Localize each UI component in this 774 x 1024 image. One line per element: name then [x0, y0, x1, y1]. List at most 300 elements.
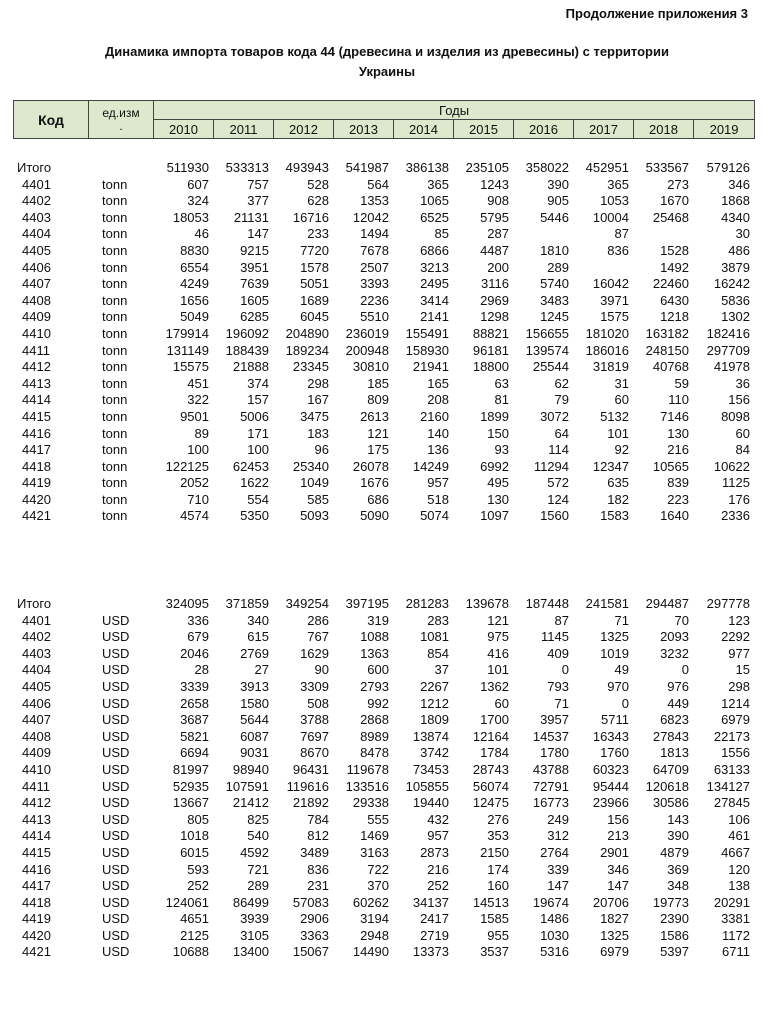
value-cell: 451: [187, 375, 209, 391]
unit-header-line2: .: [119, 118, 123, 133]
value-cell: 139574: [525, 342, 569, 358]
unit-cell: tonn: [102, 226, 128, 242]
value-cell: 3475: [300, 408, 329, 424]
year-cell: 2018: [634, 120, 694, 139]
value-cell: 36: [735, 375, 750, 391]
value-cell: 186016: [585, 342, 629, 358]
value-cell: 12347: [592, 458, 629, 474]
value-cell: 511930: [166, 160, 209, 175]
value-cell: 2150: [480, 844, 509, 860]
value-cell: 158930: [405, 342, 449, 358]
table-row: [13, 309, 754, 326]
value-cell: 1640: [660, 508, 689, 524]
table-row: [13, 293, 754, 310]
value-cell: 3213: [420, 259, 449, 275]
value-cell: 89: [194, 425, 209, 441]
value-cell: 71: [614, 612, 629, 628]
value-cell: 64: [554, 425, 569, 441]
value-cell: 3939: [240, 911, 269, 927]
table-row: [13, 613, 754, 630]
value-cell: 20706: [592, 894, 629, 910]
value-cell: 1245: [540, 309, 569, 325]
value-cell: 19440: [412, 795, 449, 811]
value-cell: 183: [307, 425, 329, 441]
title-line-1: Динамика импорта товаров кода 44 (древесина и изделия из древесины) с территории: [104, 44, 669, 59]
code-cell: 4412: [22, 795, 51, 811]
value-cell: 13373: [412, 944, 449, 960]
value-cell: 181020: [585, 325, 629, 341]
code-cell: 4421: [22, 944, 51, 960]
value-cell: 3381: [721, 911, 750, 927]
value-cell: 13400: [232, 944, 269, 960]
value-cell: 43788: [532, 761, 569, 777]
code-cell: 4419: [22, 475, 51, 491]
value-cell: 377: [247, 193, 269, 209]
value-cell: 216: [667, 442, 689, 458]
value-cell: 607: [187, 176, 209, 192]
value-cell: 18800: [472, 359, 509, 375]
code-cell: 4411: [22, 342, 50, 358]
value-cell: 1325: [600, 927, 629, 943]
table-row: [13, 696, 754, 713]
value-cell: 62: [554, 375, 569, 391]
code-cell: 4413: [22, 375, 51, 391]
value-cell: 8670: [300, 745, 329, 761]
value-cell: 1899: [480, 408, 509, 424]
code-cell: 4417: [22, 878, 51, 894]
value-cell: 1585: [480, 911, 509, 927]
value-cell: 204890: [285, 325, 329, 341]
unit-cell: USD: [102, 878, 130, 894]
unit-cell: tonn: [102, 292, 128, 308]
value-cell: [513, 226, 573, 243]
value-cell: 208: [427, 392, 449, 408]
value-cell: 486: [728, 242, 750, 258]
value-cell: 3957: [540, 712, 569, 728]
value-cell: 124061: [165, 894, 209, 910]
value-cell: 9501: [180, 408, 209, 424]
value-cell: 5316: [540, 944, 569, 960]
document-title: [0, 42, 774, 82]
tonn-table: [13, 160, 754, 525]
value-cell: 390: [667, 828, 689, 844]
code-cell: 4419: [22, 911, 51, 927]
value-cell: 22460: [652, 276, 689, 292]
value-cell: 5051: [300, 276, 329, 292]
code-cell: 4402: [22, 629, 51, 645]
value-cell: 1018: [180, 828, 209, 844]
value-cell: 213: [607, 828, 629, 844]
value-cell: 7697: [300, 728, 329, 744]
value-cell: 6992: [480, 458, 509, 474]
value-cell: 2507: [360, 259, 389, 275]
value-cell: 88821: [472, 325, 509, 341]
title-line-2: Украины: [358, 64, 416, 79]
unit-cell: tonn: [102, 309, 128, 325]
unit-cell: USD: [102, 629, 130, 645]
value-cell: 564: [367, 176, 389, 192]
value-cell: 233: [307, 226, 329, 242]
code-cell: 4405: [22, 242, 51, 258]
value-cell: 554: [247, 491, 269, 507]
value-cell: 87: [554, 612, 569, 628]
value-cell: 5049: [180, 309, 209, 325]
value-cell: 784: [307, 811, 329, 827]
value-cell: 1362: [480, 678, 509, 694]
value-cell: 289: [247, 878, 269, 894]
value-cell: 2417: [420, 911, 449, 927]
value-cell: 25340: [292, 458, 329, 474]
unit-cell: USD: [102, 645, 130, 661]
code-cell: 4411: [22, 778, 50, 794]
table-row: [13, 260, 754, 277]
value-cell: 6045: [300, 309, 329, 325]
value-cell: 155491: [405, 325, 449, 341]
value-cell: 1363: [360, 645, 389, 661]
value-cell: 1097: [480, 508, 509, 524]
value-cell: 13667: [172, 795, 209, 811]
usd-table: [13, 596, 754, 961]
value-cell: 147: [547, 878, 569, 894]
value-cell: 397195: [345, 596, 389, 611]
value-cell: 1575: [600, 309, 629, 325]
value-cell: 134127: [706, 778, 750, 794]
value-cell: 106: [728, 811, 750, 827]
value-cell: 147: [607, 878, 629, 894]
value-cell: 9031: [240, 745, 269, 761]
value-cell: 100: [187, 442, 209, 458]
unit-cell: tonn: [102, 491, 128, 507]
table-row: [13, 662, 754, 679]
value-cell: 7720: [300, 242, 329, 258]
code-cell: 4420: [22, 491, 51, 507]
value-cell: 1810: [540, 242, 569, 258]
table-row: [13, 745, 754, 762]
value-cell: 167: [307, 392, 329, 408]
value-cell: 2141: [420, 309, 449, 325]
code-cell: 4405: [22, 678, 51, 694]
value-cell: 977: [728, 645, 750, 661]
value-cell: 2906: [300, 911, 329, 927]
value-cell: 975: [487, 629, 509, 645]
value-cell: 156: [607, 811, 629, 827]
value-cell: 16773: [532, 795, 569, 811]
unit-header: [89, 101, 154, 139]
year-cell: 2010: [154, 120, 214, 139]
value-cell: 196092: [225, 325, 269, 341]
value-cell: 297778: [706, 596, 750, 611]
value-cell: 189234: [285, 342, 329, 358]
value-cell: 123: [728, 612, 750, 628]
value-cell: 3339: [180, 678, 209, 694]
value-cell: 1492: [660, 259, 689, 275]
value-cell: 171: [247, 425, 269, 441]
table-row: [13, 210, 754, 227]
value-cell: 3537: [480, 944, 509, 960]
value-cell: 21941: [412, 359, 449, 375]
value-cell: 1065: [420, 193, 449, 209]
table-row: [13, 712, 754, 729]
value-cell: 21892: [292, 795, 329, 811]
value-cell: 593: [187, 861, 209, 877]
value-cell: 31: [614, 375, 629, 391]
value-cell: 5740: [540, 276, 569, 292]
value-cell: 119678: [346, 761, 389, 777]
value-cell: 1700: [480, 712, 509, 728]
value-cell: 1560: [540, 508, 569, 524]
table-row: [13, 679, 754, 696]
table-row: [13, 376, 754, 393]
value-cell: 370: [367, 878, 389, 894]
value-cell: 100: [247, 442, 269, 458]
table-row: [13, 629, 754, 646]
table-row: [13, 928, 754, 945]
value-cell: 223: [667, 491, 689, 507]
value-cell: 28: [194, 662, 209, 678]
value-cell: 2868: [360, 712, 389, 728]
value-cell: 4340: [721, 209, 750, 225]
table-row: [13, 729, 754, 746]
code-header: Код: [14, 101, 89, 139]
unit-cell: USD: [102, 828, 130, 844]
value-cell: 8098: [721, 408, 750, 424]
value-cell: 200948: [345, 342, 389, 358]
value-cell: 339: [547, 861, 569, 877]
table-row: [13, 845, 754, 862]
value-cell: 493943: [285, 160, 329, 175]
value-cell: 121: [367, 425, 389, 441]
value-cell: 353: [487, 828, 509, 844]
value-cell: 390: [547, 176, 569, 192]
code-cell: 4403: [22, 209, 51, 225]
value-cell: 157: [247, 392, 269, 408]
value-cell: 533313: [225, 160, 269, 175]
value-cell: 160: [487, 878, 509, 894]
unit-cell: USD: [102, 778, 130, 794]
unit-cell: USD: [102, 927, 130, 943]
value-cell: 30: [735, 226, 750, 242]
value-cell: 2719: [420, 927, 449, 943]
value-cell: 6979: [721, 712, 750, 728]
value-cell: 87: [614, 226, 629, 242]
unit-cell: tonn: [102, 425, 128, 441]
code-cell: Итого: [17, 160, 52, 175]
value-cell: 163182: [645, 325, 689, 341]
value-cell: 79: [554, 392, 569, 408]
value-cell: 809: [367, 392, 389, 408]
table-row: [13, 508, 754, 525]
value-cell: 957: [427, 475, 449, 491]
table-row: [13, 177, 754, 194]
value-cell: 1784: [480, 745, 509, 761]
value-cell: 60: [614, 392, 629, 408]
value-cell: 174: [487, 861, 509, 877]
unit-cell: USD: [102, 844, 130, 860]
value-cell: 970: [607, 678, 629, 694]
year-cell: 2012: [274, 120, 334, 139]
code-cell: 4414: [22, 828, 51, 844]
value-cell: 461: [728, 828, 750, 844]
value-cell: 4879: [660, 844, 689, 860]
table-row: [13, 343, 754, 360]
value-cell: 555: [367, 811, 389, 827]
years-header: Годы: [154, 101, 755, 120]
table-row: [13, 911, 754, 928]
value-cell: 188439: [225, 342, 269, 358]
value-cell: 1469: [360, 828, 389, 844]
value-cell: 679: [187, 629, 209, 645]
table-row: [13, 392, 754, 409]
value-cell: 5093: [300, 508, 329, 524]
unit-cell: USD: [102, 811, 130, 827]
value-cell: 346: [728, 176, 750, 192]
value-cell: 2390: [660, 911, 689, 927]
value-cell: 805: [187, 811, 209, 827]
value-cell: 955: [487, 927, 509, 943]
value-cell: 84: [735, 442, 750, 458]
code-cell: 4404: [22, 226, 51, 242]
value-cell: 93: [494, 442, 509, 458]
code-cell: 4406: [22, 259, 51, 275]
value-cell: 409: [547, 645, 569, 661]
value-cell: 81997: [172, 761, 209, 777]
value-cell: 294487: [645, 596, 689, 611]
table-row: [13, 326, 754, 343]
value-cell: 19674: [532, 894, 569, 910]
value-cell: 5350: [240, 508, 269, 524]
value-cell: 3489: [300, 844, 329, 860]
value-cell: 767: [307, 629, 329, 645]
unit-cell: USD: [102, 662, 130, 678]
value-cell: 15: [735, 662, 750, 678]
code-cell: 4402: [22, 193, 51, 209]
value-cell: 10565: [652, 458, 689, 474]
value-cell: 114: [548, 442, 569, 458]
value-cell: 1325: [600, 629, 629, 645]
value-cell: 3788: [300, 712, 329, 728]
table-row: [13, 795, 754, 812]
appendix-label: Продолжение приложения 3: [565, 6, 748, 21]
table-row: [13, 646, 754, 663]
value-cell: 41978: [713, 359, 750, 375]
value-cell: 1827: [600, 911, 629, 927]
value-cell: 3971: [600, 292, 629, 308]
value-cell: 71: [554, 695, 569, 711]
value-cell: 8830: [180, 242, 209, 258]
unit-cell: tonn: [102, 209, 128, 225]
value-cell: 1030: [540, 927, 569, 943]
value-cell: 5132: [600, 408, 629, 424]
unit-cell: USD: [102, 612, 130, 628]
value-cell: 416: [487, 645, 509, 661]
value-cell: 908: [487, 193, 509, 209]
value-cell: 63: [494, 375, 509, 391]
value-cell: 721: [247, 861, 269, 877]
code-cell: 4410: [22, 761, 51, 777]
value-cell: 101: [607, 425, 629, 441]
year-cell: 2019: [694, 120, 755, 139]
value-cell: 386138: [405, 160, 449, 175]
table-row: [13, 459, 754, 476]
value-cell: 349254: [285, 596, 329, 611]
value-cell: 992: [367, 695, 389, 711]
value-cell: 60262: [352, 894, 389, 910]
code-cell: 4416: [22, 425, 51, 441]
value-cell: 120: [728, 861, 750, 877]
value-cell: 6087: [240, 728, 269, 744]
value-cell: 6823: [660, 712, 689, 728]
table-row: [13, 193, 754, 210]
value-cell: 5074: [420, 508, 449, 524]
unit-cell: tonn: [102, 442, 128, 458]
unit-header-line1: ед.изм: [102, 105, 140, 120]
value-cell: 286: [307, 612, 329, 628]
value-cell: 2046: [180, 645, 209, 661]
value-cell: 812: [307, 828, 329, 844]
code-cell: 4416: [22, 861, 51, 877]
value-cell: 49: [614, 662, 629, 678]
year-cell: 2017: [574, 120, 634, 139]
value-cell: 85: [434, 226, 449, 242]
value-cell: 147: [247, 226, 269, 242]
value-cell: 1868: [721, 193, 750, 209]
value-cell: 1212: [420, 695, 449, 711]
value-cell: 34137: [412, 894, 449, 910]
value-cell: 635: [607, 475, 629, 491]
value-cell: 495: [487, 475, 509, 491]
value-cell: 365: [427, 176, 449, 192]
value-cell: 120618: [645, 778, 689, 794]
value-cell: 15067: [292, 944, 329, 960]
value-cell: 369: [667, 861, 689, 877]
value-cell: 1486: [540, 911, 569, 927]
value-cell: 27845: [713, 795, 750, 811]
unit-cell: USD: [102, 894, 130, 910]
value-cell: 30810: [352, 359, 389, 375]
value-cell: 628: [307, 193, 329, 209]
table-row: [13, 862, 754, 879]
table-row: [13, 475, 754, 492]
value-cell: 3414: [420, 292, 449, 308]
value-cell: 6694: [180, 745, 209, 761]
value-cell: 63133: [713, 761, 750, 777]
value-cell: 10004: [592, 209, 629, 225]
value-cell: 2873: [420, 844, 449, 860]
value-cell: 156655: [525, 325, 569, 341]
value-cell: 3742: [420, 745, 449, 761]
value-cell: 2495: [420, 276, 449, 292]
value-cell: 10688: [172, 944, 209, 960]
value-cell: 1580: [240, 695, 269, 711]
code-cell: 4406: [22, 695, 51, 711]
table-row: [13, 762, 754, 779]
value-cell: 131149: [166, 342, 209, 358]
value-cell: 2160: [420, 408, 449, 424]
value-cell: 8478: [360, 745, 389, 761]
table-row: [13, 492, 754, 509]
value-cell: 139678: [465, 596, 509, 611]
value-cell: 585: [307, 491, 329, 507]
value-cell: 374: [247, 375, 269, 391]
value-cell: 73453: [412, 761, 449, 777]
unit-cell: tonn: [102, 475, 128, 491]
value-cell: 21131: [233, 209, 269, 225]
value-cell: 16343: [592, 728, 629, 744]
value-cell: 62453: [232, 458, 269, 474]
value-cell: 1809: [420, 712, 449, 728]
value-cell: 6015: [180, 844, 209, 860]
table-row: [13, 243, 754, 260]
